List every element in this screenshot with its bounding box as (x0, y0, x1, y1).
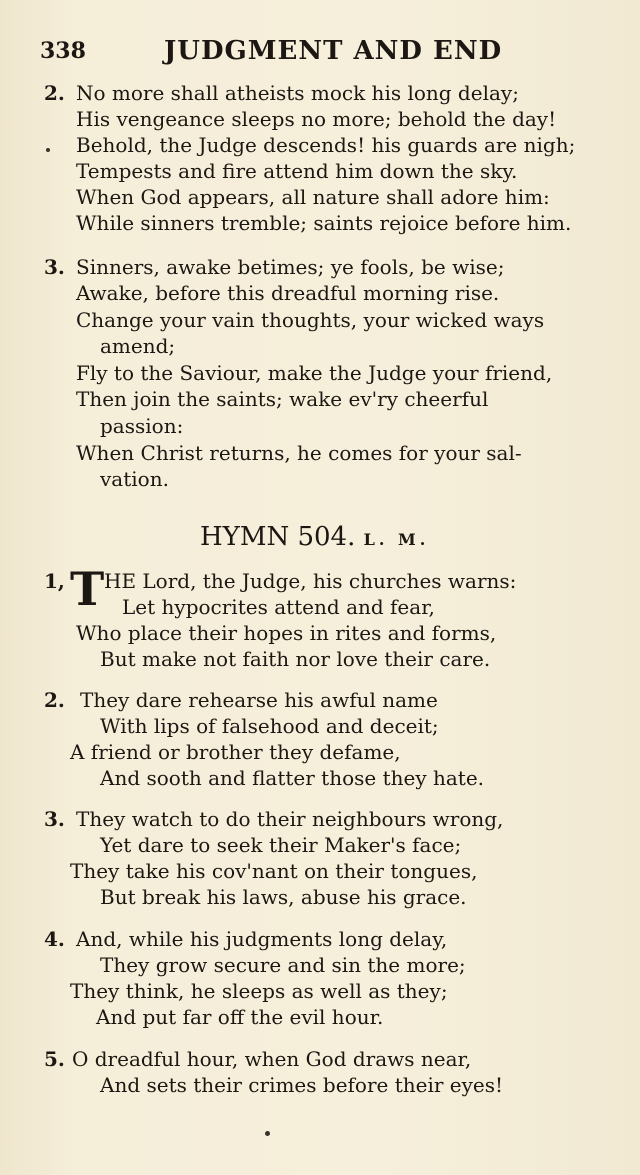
verse-line: They watch to do their neighbours wrong, (76, 807, 504, 831)
running-title: JUDGMENT AND END (164, 36, 503, 66)
print-speck (265, 1131, 270, 1136)
verse-line: Tempests and fire attend him down the sky. (76, 159, 518, 183)
verse-line: And sooth and flatter those they hate. (100, 766, 485, 790)
drop-cap: T (70, 562, 105, 616)
verse-line: While sinners tremble; saints rejoice before him. (76, 211, 572, 235)
verse-line: And put far off the evil hour. (96, 1005, 384, 1029)
verse-line: passion: (100, 414, 184, 438)
stanza-number: 1, (44, 569, 65, 593)
verse-line: Sinners, awake betimes; ye fools, be wise; (76, 255, 505, 279)
hymn-meter: L. M. (363, 530, 430, 549)
verse-line: Who place their hopes in rites and forms, (76, 621, 497, 645)
verse-line: When God appears, all nature shall adore him: (76, 185, 550, 209)
verse-line: They grow secure and sin the more; (100, 953, 466, 977)
stanza-number: 4. (44, 927, 65, 951)
verse-line: They dare rehearse his awful name (80, 688, 438, 712)
verse-line: amend; (100, 334, 176, 358)
verse-line: But make not faith nor love their care. (100, 647, 491, 671)
verse-line: When Christ returns, he comes for your sal- (76, 441, 522, 465)
page-number: 338 (40, 38, 86, 64)
verse-line: And sets their crimes before their eyes! (100, 1073, 504, 1097)
verse-line: No more shall atheists mock his long delay; (76, 81, 519, 105)
verse-line: Awake, before this dreadful morning rise. (76, 281, 500, 305)
verse-line: HE Lord, the Judge, his churches warns: (104, 569, 517, 593)
verse-line: vation. (100, 467, 169, 491)
verse-line: A friend or brother they defame, (70, 740, 401, 764)
verse-line: Behold, the Judge descends! his guards are nigh; (76, 133, 576, 157)
verse-line: But break his laws, abuse his grace. (100, 885, 467, 909)
verse-line: And, while his judgments long delay, (76, 927, 448, 951)
verse-line: O dreadful hour, when God draws near, (72, 1047, 472, 1071)
verse-line: With lips of falsehood and deceit; (100, 714, 439, 738)
verse-line: They think, he sleeps as well as they; (70, 979, 448, 1003)
print-speck (46, 148, 50, 152)
stanza-number: 5. (44, 1047, 65, 1071)
verse-line: Fly to the Saviour, make the Judge your friend, (76, 361, 553, 385)
stanza-number: 2. (44, 81, 65, 105)
stanza-number: 3. (44, 255, 65, 279)
verse-line: Yet dare to seek their Maker's face; (100, 833, 462, 857)
verse-line: Change your vain thoughts, your wicked ways (76, 308, 545, 332)
verse-line: Let hypocrites attend and fear, (122, 595, 435, 619)
stanza-number: 3. (44, 807, 65, 831)
verse-line: Then join the saints; wake ev'ry cheerful (76, 387, 489, 411)
verse-line: They take his cov'nant on their tongues, (70, 859, 478, 883)
verse-line: His vengeance sleeps no more; behold the day! (76, 107, 557, 131)
page-header (40, 36, 620, 72)
hymn-title (200, 522, 429, 552)
stanza-number: 2. (44, 688, 65, 712)
hymn-number: HYMN 504. (200, 522, 356, 552)
